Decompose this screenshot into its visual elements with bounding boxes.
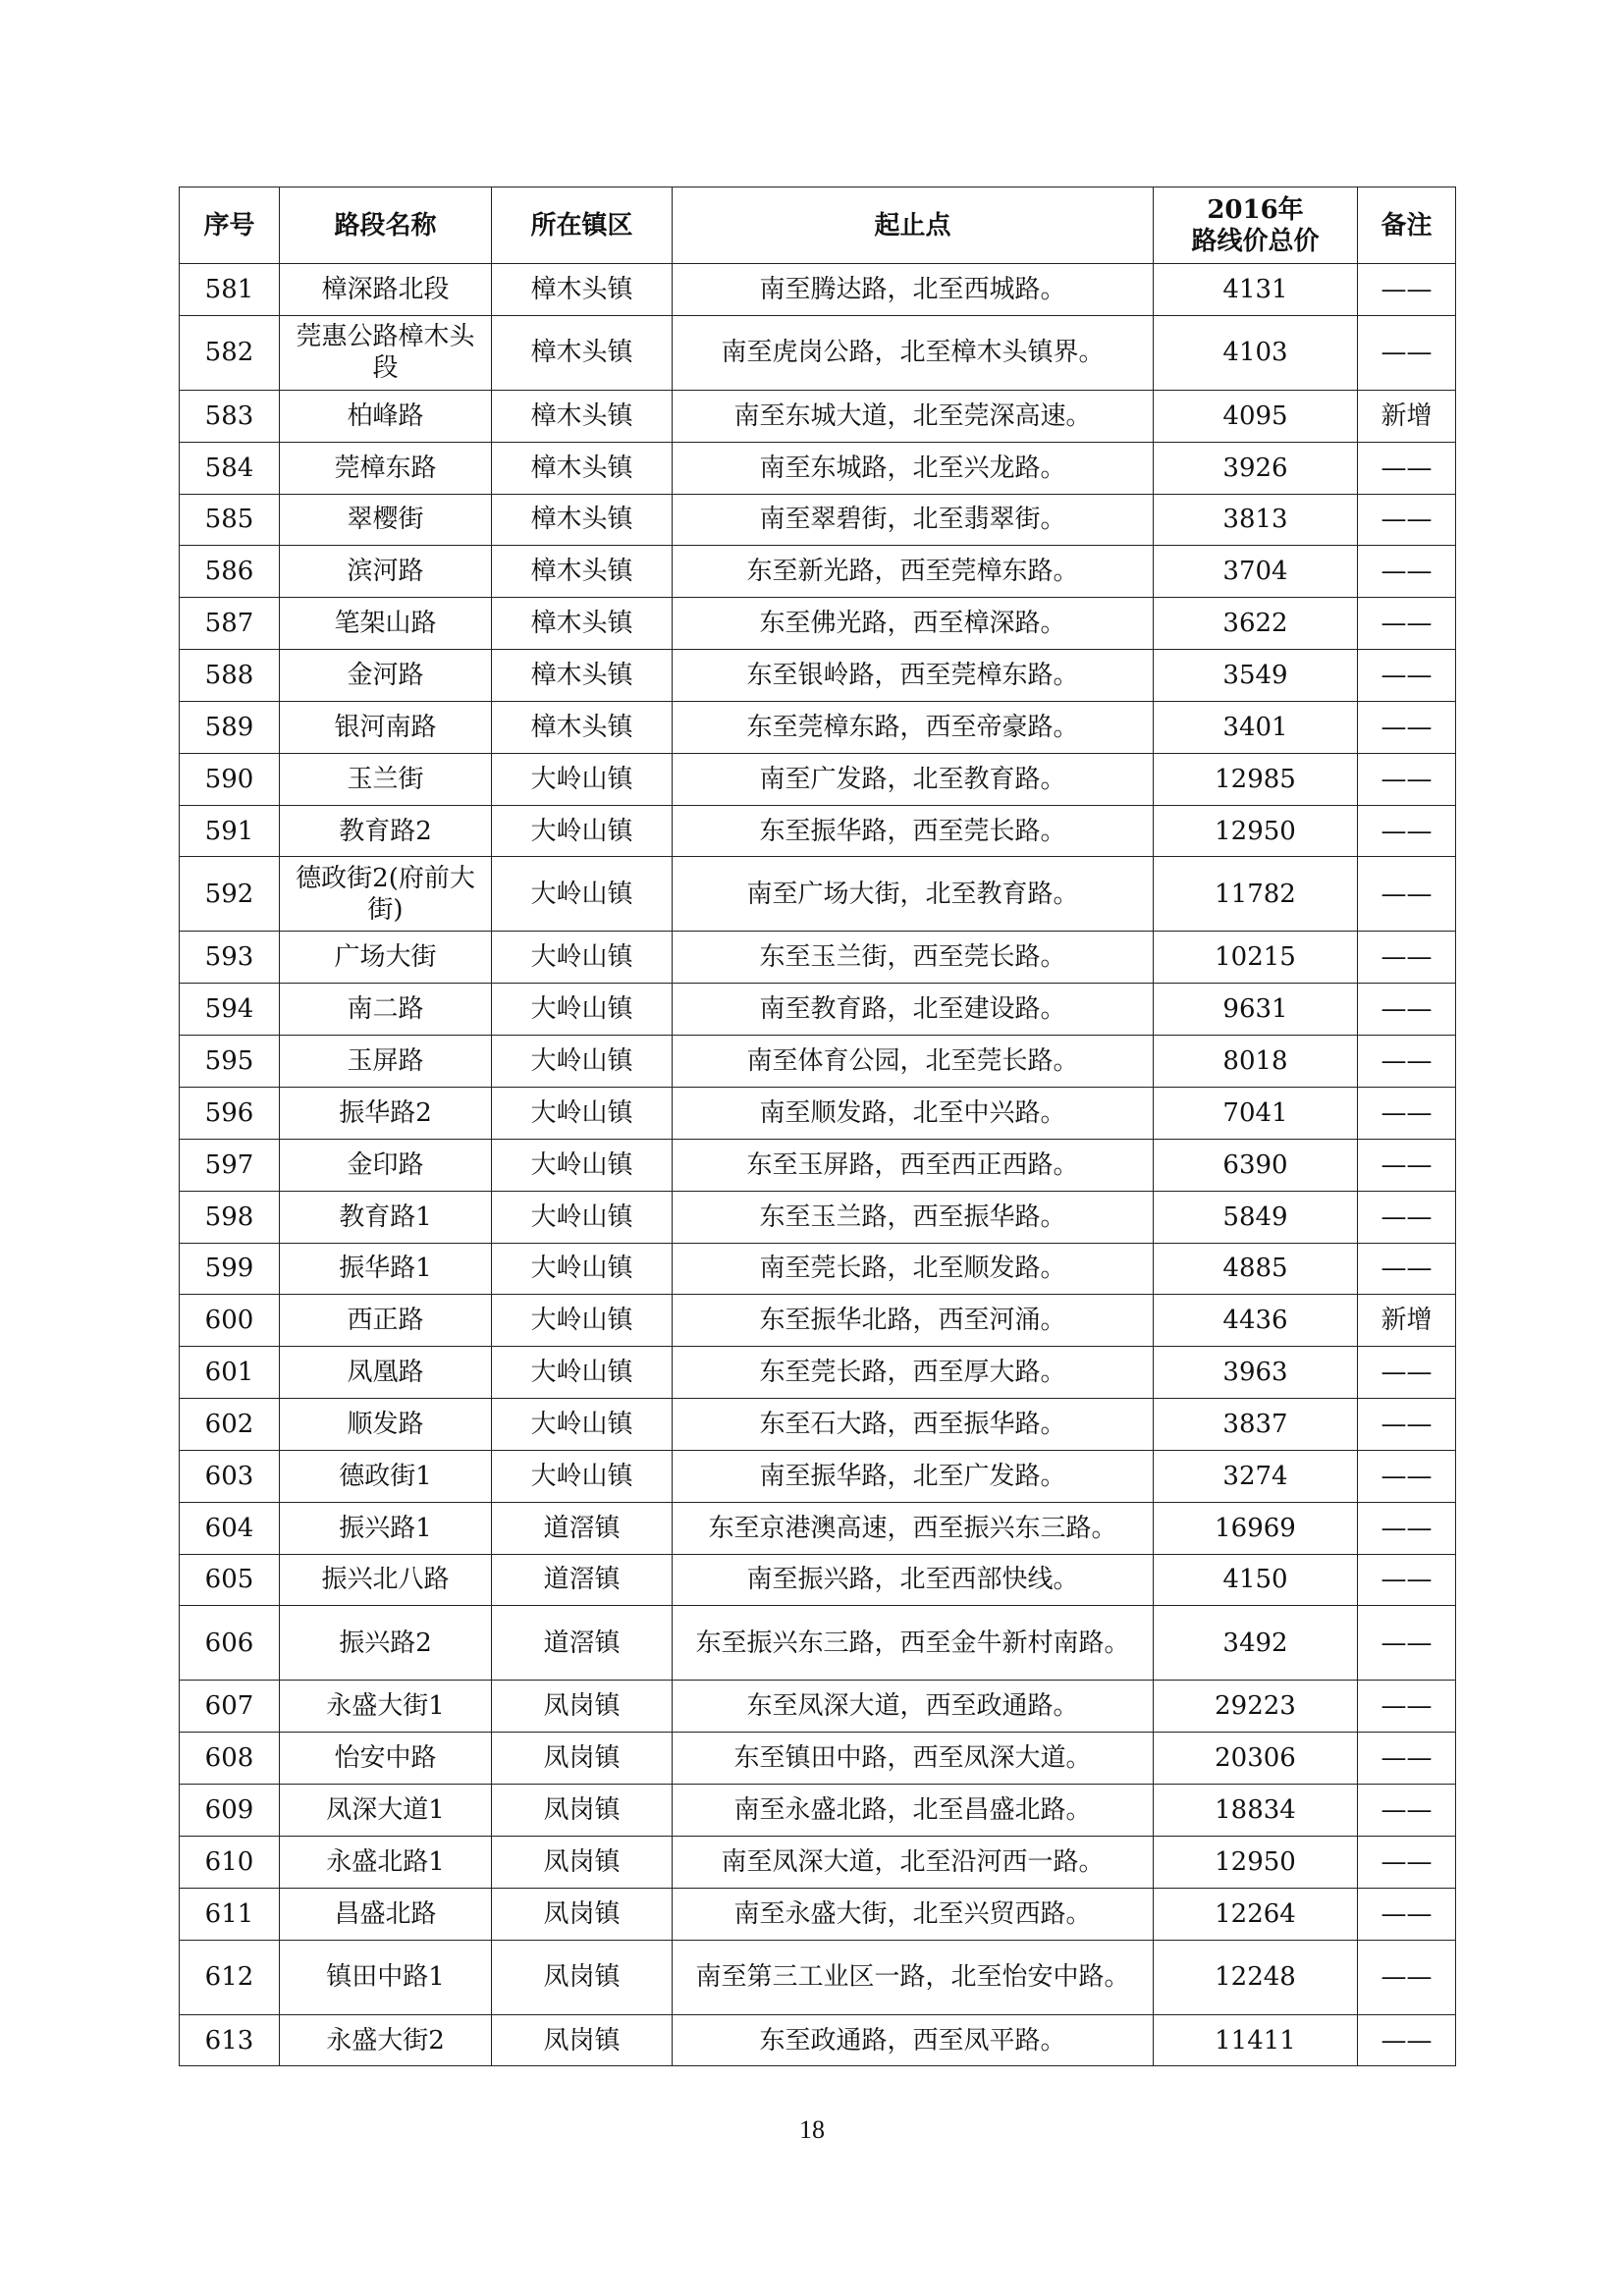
table-row — [180, 390, 1456, 442]
cell-town: 大岭山镇 — [492, 1036, 673, 1088]
cell-note: —— — [1358, 494, 1456, 546]
table-row — [180, 1139, 1456, 1191]
cell-price: 3926 — [1154, 442, 1358, 494]
table-row — [180, 1733, 1456, 1785]
cell-index: 608 — [180, 1733, 280, 1785]
cell-price: 4885 — [1154, 1243, 1358, 1295]
cell-road-name: 顺发路 — [280, 1399, 492, 1451]
cell-note: —— — [1358, 1399, 1456, 1451]
cell-range: 东至玉兰街，西至莞长路。 — [673, 932, 1154, 984]
cell-price: 3837 — [1154, 1399, 1358, 1451]
cell-note: —— — [1358, 1191, 1456, 1243]
cell-index: 593 — [180, 932, 280, 984]
cell-note: —— — [1358, 1243, 1456, 1295]
cell-index: 595 — [180, 1036, 280, 1088]
cell-range: 南至永盛大街，北至兴贸西路。 — [673, 1888, 1154, 1940]
cell-range: 南至虎岗公路，北至樟木头镇界。 — [673, 315, 1154, 390]
cell-road-name: 金河路 — [280, 650, 492, 702]
cell-price: 3622 — [1154, 598, 1358, 650]
table-row — [180, 932, 1456, 984]
cell-town: 道滘镇 — [492, 1554, 673, 1606]
cell-index: 585 — [180, 494, 280, 546]
cell-range: 东至振华北路，西至河涌。 — [673, 1295, 1154, 1347]
table-row — [180, 1243, 1456, 1295]
cell-road-name: 莞樟东路 — [280, 442, 492, 494]
road-price-table — [179, 187, 1456, 2066]
cell-index: 583 — [180, 390, 280, 442]
cell-range: 东至玉兰路，西至振华路。 — [673, 1191, 1154, 1243]
cell-range: 东至政通路，西至凤平路。 — [673, 2014, 1154, 2066]
cell-town: 凤岗镇 — [492, 1733, 673, 1785]
cell-town: 大岭山镇 — [492, 1347, 673, 1399]
table-row — [180, 1940, 1456, 2014]
cell-range: 东至凤深大道，西至政通路。 — [673, 1681, 1154, 1733]
cell-road-name: 振华路2 — [280, 1087, 492, 1139]
cell-town: 樟木头镇 — [492, 650, 673, 702]
cell-index: 609 — [180, 1785, 280, 1837]
cell-note: —— — [1358, 1450, 1456, 1502]
cell-index: 601 — [180, 1347, 280, 1399]
cell-index: 599 — [180, 1243, 280, 1295]
cell-price: 4131 — [1154, 264, 1358, 316]
cell-note: —— — [1358, 598, 1456, 650]
cell-price: 11411 — [1154, 2014, 1358, 2066]
cell-road-name: 德政街1 — [280, 1450, 492, 1502]
cell-index: 587 — [180, 598, 280, 650]
cell-town: 大岭山镇 — [492, 753, 673, 805]
cell-range: 东至佛光路，西至樟深路。 — [673, 598, 1154, 650]
cell-town: 大岭山镇 — [492, 984, 673, 1036]
cell-road-name: 振兴北八路 — [280, 1554, 492, 1606]
cell-road-name: 怡安中路 — [280, 1733, 492, 1785]
cell-range: 南至莞长路，北至顺发路。 — [673, 1243, 1154, 1295]
table-row — [180, 1036, 1456, 1088]
table-row — [180, 598, 1456, 650]
cell-index: 603 — [180, 1450, 280, 1502]
cell-town: 大岭山镇 — [492, 1450, 673, 1502]
cell-index: 592 — [180, 857, 280, 932]
header-note: 备注 — [1358, 187, 1456, 264]
cell-road-name: 柏峰路 — [280, 390, 492, 442]
cell-price: 12985 — [1154, 753, 1358, 805]
cell-note: —— — [1358, 546, 1456, 598]
cell-road-name: 振兴路2 — [280, 1606, 492, 1681]
table-row — [180, 1450, 1456, 1502]
cell-index: 612 — [180, 1940, 280, 2014]
cell-range: 南至凤深大道，北至沿河西一路。 — [673, 1836, 1154, 1888]
cell-town: 大岭山镇 — [492, 1295, 673, 1347]
table-row — [180, 984, 1456, 1036]
cell-price: 4150 — [1154, 1554, 1358, 1606]
table-body — [180, 264, 1456, 2066]
cell-note: —— — [1358, 1139, 1456, 1191]
cell-road-name: 德政街2(府前大街) — [280, 857, 492, 932]
cell-index: 588 — [180, 650, 280, 702]
header-price — [1154, 187, 1358, 264]
cell-index: 582 — [180, 315, 280, 390]
cell-town: 大岭山镇 — [492, 857, 673, 932]
cell-range: 南至顺发路，北至中兴路。 — [673, 1087, 1154, 1139]
cell-note: —— — [1358, 264, 1456, 316]
cell-road-name: 振兴路1 — [280, 1502, 492, 1554]
cell-road-name: 教育路2 — [280, 805, 492, 857]
cell-town: 樟木头镇 — [492, 494, 673, 546]
table-row — [180, 1191, 1456, 1243]
cell-index: 597 — [180, 1139, 280, 1191]
cell-price: 12950 — [1154, 805, 1358, 857]
cell-town: 樟木头镇 — [492, 264, 673, 316]
cell-note: —— — [1358, 1733, 1456, 1785]
cell-price: 11782 — [1154, 857, 1358, 932]
cell-index: 611 — [180, 1888, 280, 1940]
cell-note: —— — [1358, 442, 1456, 494]
table-row — [180, 1785, 1456, 1837]
cell-price: 20306 — [1154, 1733, 1358, 1785]
cell-road-name: 振华路1 — [280, 1243, 492, 1295]
cell-range: 南至东城路，北至兴龙路。 — [673, 442, 1154, 494]
table-row — [180, 264, 1456, 316]
cell-price: 6390 — [1154, 1139, 1358, 1191]
cell-town: 大岭山镇 — [492, 1087, 673, 1139]
cell-note: —— — [1358, 1347, 1456, 1399]
cell-price: 8018 — [1154, 1036, 1358, 1088]
cell-note: 新增 — [1358, 390, 1456, 442]
cell-town: 道滘镇 — [492, 1502, 673, 1554]
table-row — [180, 1399, 1456, 1451]
cell-town: 凤岗镇 — [492, 2014, 673, 2066]
cell-range: 南至振华路，北至广发路。 — [673, 1450, 1154, 1502]
table-row — [180, 1888, 1456, 1940]
table-header-row — [180, 187, 1456, 264]
header-town: 所在镇区 — [492, 187, 673, 264]
cell-range: 东至镇田中路，西至凤深大道。 — [673, 1733, 1154, 1785]
cell-road-name: 广场大街 — [280, 932, 492, 984]
table-row — [180, 2014, 1456, 2066]
cell-price: 16969 — [1154, 1502, 1358, 1554]
cell-road-name: 樟深路北段 — [280, 264, 492, 316]
cell-price: 12248 — [1154, 1940, 1358, 2014]
cell-index: 584 — [180, 442, 280, 494]
page-number: 18 — [799, 2115, 825, 2144]
cell-price: 5849 — [1154, 1191, 1358, 1243]
cell-note: —— — [1358, 1554, 1456, 1606]
cell-index: 594 — [180, 984, 280, 1036]
cell-price: 12264 — [1154, 1888, 1358, 1940]
cell-note: —— — [1358, 1606, 1456, 1681]
cell-town: 樟木头镇 — [492, 315, 673, 390]
cell-range: 南至教育路，北至建设路。 — [673, 984, 1154, 1036]
table-row — [180, 1087, 1456, 1139]
cell-note: —— — [1358, 932, 1456, 984]
cell-town: 凤岗镇 — [492, 1836, 673, 1888]
cell-index: 581 — [180, 264, 280, 316]
cell-road-name: 昌盛北路 — [280, 1888, 492, 1940]
cell-road-name: 笔架山路 — [280, 598, 492, 650]
cell-index: 602 — [180, 1399, 280, 1451]
cell-road-name: 滨河路 — [280, 546, 492, 598]
cell-road-name: 永盛大街2 — [280, 2014, 492, 2066]
table-row — [180, 805, 1456, 857]
cell-note: —— — [1358, 2014, 1456, 2066]
cell-range: 南至腾达路，北至西城路。 — [673, 264, 1154, 316]
cell-road-name: 西正路 — [280, 1295, 492, 1347]
cell-road-name: 永盛北路1 — [280, 1836, 492, 1888]
header-price-line1: 2016年 — [1207, 194, 1304, 225]
table-row — [180, 650, 1456, 702]
header-index: 序号 — [180, 187, 280, 264]
cell-town: 樟木头镇 — [492, 598, 673, 650]
cell-index: 600 — [180, 1295, 280, 1347]
table-row — [180, 753, 1456, 805]
table-row — [180, 1347, 1456, 1399]
cell-range: 南至永盛北路，北至昌盛北路。 — [673, 1785, 1154, 1837]
cell-road-name: 金印路 — [280, 1139, 492, 1191]
cell-range: 南至体育公园，北至莞长路。 — [673, 1036, 1154, 1088]
cell-road-name: 莞惠公路樟木头段 — [280, 315, 492, 390]
cell-price: 29223 — [1154, 1681, 1358, 1733]
cell-note: —— — [1358, 984, 1456, 1036]
cell-price: 4103 — [1154, 315, 1358, 390]
table-row — [180, 701, 1456, 753]
cell-index: 610 — [180, 1836, 280, 1888]
cell-road-name: 翠樱街 — [280, 494, 492, 546]
cell-index: 604 — [180, 1502, 280, 1554]
table-row — [180, 546, 1456, 598]
cell-note: —— — [1358, 1888, 1456, 1940]
header-price-line2: 路线价总价 — [1191, 226, 1320, 256]
cell-town: 凤岗镇 — [492, 1888, 673, 1940]
cell-range: 东至石大路，西至振华路。 — [673, 1399, 1154, 1451]
cell-note: 新增 — [1358, 1295, 1456, 1347]
cell-note: —— — [1358, 315, 1456, 390]
table-row — [180, 1836, 1456, 1888]
table-row — [180, 1606, 1456, 1681]
cell-road-name: 银河南路 — [280, 701, 492, 753]
cell-range: 东至莞樟东路，西至帝豪路。 — [673, 701, 1154, 753]
cell-range: 东至振兴东三路，西至金牛新村南路。 — [673, 1606, 1154, 1681]
cell-price: 4095 — [1154, 390, 1358, 442]
cell-price: 10215 — [1154, 932, 1358, 984]
cell-town: 大岭山镇 — [492, 932, 673, 984]
cell-note: —— — [1358, 805, 1456, 857]
header-range: 起止点 — [673, 187, 1154, 264]
cell-index: 591 — [180, 805, 280, 857]
cell-index: 596 — [180, 1087, 280, 1139]
cell-range: 东至莞长路，西至厚大路。 — [673, 1347, 1154, 1399]
cell-road-name: 玉兰街 — [280, 753, 492, 805]
cell-road-name: 镇田中路1 — [280, 1940, 492, 2014]
cell-range: 东至振华路，西至莞长路。 — [673, 805, 1154, 857]
cell-index: 598 — [180, 1191, 280, 1243]
cell-note: —— — [1358, 1502, 1456, 1554]
cell-note: —— — [1358, 701, 1456, 753]
cell-note: —— — [1358, 1836, 1456, 1888]
table-row — [180, 1554, 1456, 1606]
cell-index: 586 — [180, 546, 280, 598]
cell-town: 樟木头镇 — [492, 442, 673, 494]
cell-price: 7041 — [1154, 1087, 1358, 1139]
cell-range: 东至玉屏路，西至西正西路。 — [673, 1139, 1154, 1191]
cell-range: 东至银岭路，西至莞樟东路。 — [673, 650, 1154, 702]
table-row — [180, 315, 1456, 390]
cell-town: 大岭山镇 — [492, 1139, 673, 1191]
cell-price: 3813 — [1154, 494, 1358, 546]
cell-note: —— — [1358, 1681, 1456, 1733]
table-row — [180, 442, 1456, 494]
cell-note: —— — [1358, 1036, 1456, 1088]
cell-town: 凤岗镇 — [492, 1785, 673, 1837]
cell-town: 大岭山镇 — [492, 1191, 673, 1243]
cell-price: 18834 — [1154, 1785, 1358, 1837]
cell-town: 道滘镇 — [492, 1606, 673, 1681]
cell-note: —— — [1358, 753, 1456, 805]
cell-price: 12950 — [1154, 1836, 1358, 1888]
cell-range: 南至广发路，北至教育路。 — [673, 753, 1154, 805]
cell-price: 4436 — [1154, 1295, 1358, 1347]
cell-town: 大岭山镇 — [492, 1243, 673, 1295]
cell-town: 樟木头镇 — [492, 546, 673, 598]
cell-price: 3704 — [1154, 546, 1358, 598]
cell-town: 大岭山镇 — [492, 805, 673, 857]
cell-price: 9631 — [1154, 984, 1358, 1036]
cell-range: 东至京港澳高速，西至振兴东三路。 — [673, 1502, 1154, 1554]
cell-road-name: 南二路 — [280, 984, 492, 1036]
cell-note: —— — [1358, 1087, 1456, 1139]
cell-price: 3274 — [1154, 1450, 1358, 1502]
cell-road-name: 永盛大街1 — [280, 1681, 492, 1733]
cell-note: —— — [1358, 1940, 1456, 2014]
cell-index: 607 — [180, 1681, 280, 1733]
cell-range: 南至东城大道，北至莞深高速。 — [673, 390, 1154, 442]
table-row — [180, 857, 1456, 932]
cell-price: 3492 — [1154, 1606, 1358, 1681]
table-row — [180, 1681, 1456, 1733]
cell-town: 凤岗镇 — [492, 1940, 673, 2014]
cell-range: 东至新光路，西至莞樟东路。 — [673, 546, 1154, 598]
table-row — [180, 494, 1456, 546]
cell-town: 大岭山镇 — [492, 1399, 673, 1451]
cell-road-name: 教育路1 — [280, 1191, 492, 1243]
cell-range: 南至第三工业区一路，北至怡安中路。 — [673, 1940, 1154, 2014]
cell-note: —— — [1358, 857, 1456, 932]
cell-price: 3549 — [1154, 650, 1358, 702]
cell-road-name: 凤凰路 — [280, 1347, 492, 1399]
cell-index: 613 — [180, 2014, 280, 2066]
cell-index: 590 — [180, 753, 280, 805]
cell-price: 3963 — [1154, 1347, 1358, 1399]
cell-index: 605 — [180, 1554, 280, 1606]
cell-range: 南至振兴路，北至西部快线。 — [673, 1554, 1154, 1606]
cell-range: 南至广场大街，北至教育路。 — [673, 857, 1154, 932]
cell-range: 南至翠碧街，北至翡翠街。 — [673, 494, 1154, 546]
table-row — [180, 1502, 1456, 1554]
cell-price: 3401 — [1154, 701, 1358, 753]
cell-road-name: 玉屏路 — [280, 1036, 492, 1088]
cell-town: 凤岗镇 — [492, 1681, 673, 1733]
cell-road-name: 凤深大道1 — [280, 1785, 492, 1837]
cell-town: 樟木头镇 — [492, 390, 673, 442]
cell-note: —— — [1358, 1785, 1456, 1837]
cell-index: 606 — [180, 1606, 280, 1681]
header-road-name: 路段名称 — [280, 187, 492, 264]
table-row — [180, 1295, 1456, 1347]
cell-town: 樟木头镇 — [492, 701, 673, 753]
cell-note: —— — [1358, 650, 1456, 702]
cell-index: 589 — [180, 701, 280, 753]
